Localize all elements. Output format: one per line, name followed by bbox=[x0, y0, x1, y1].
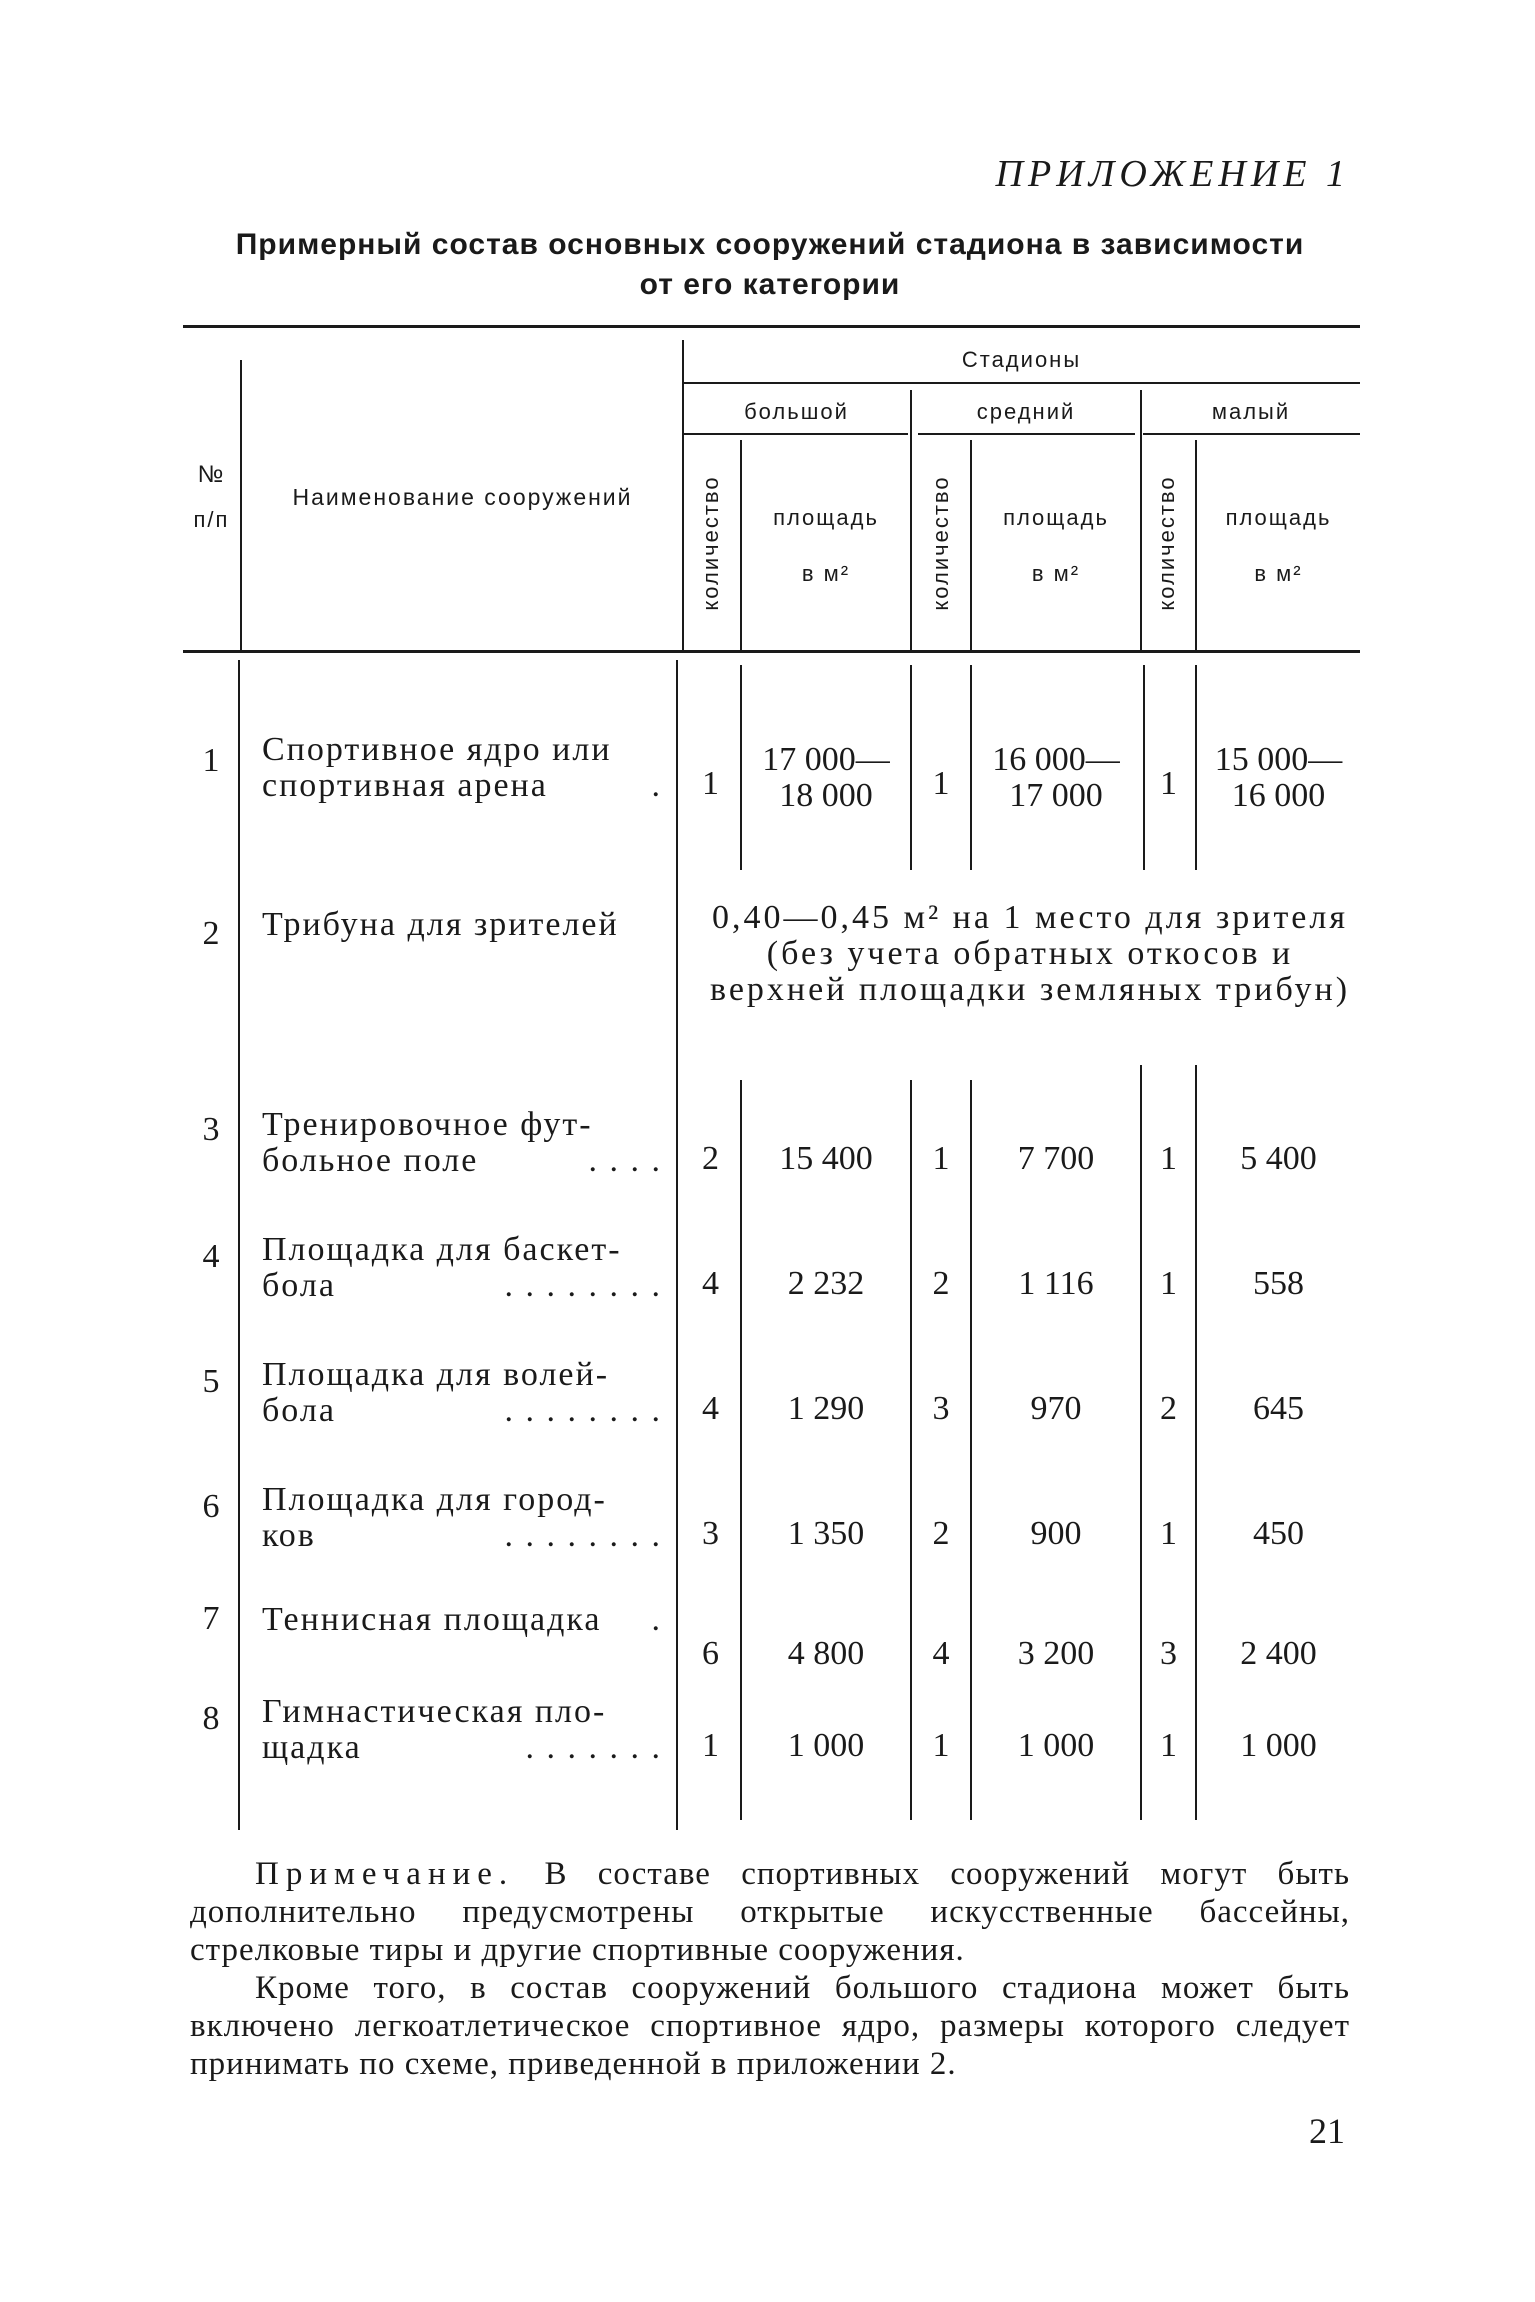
name-col-header: Наименование сооружений bbox=[292, 484, 633, 510]
row-name-line-2 bbox=[262, 1268, 662, 1304]
row-name-line-2-text: ков bbox=[262, 1517, 316, 1554]
note-label: Примечание. bbox=[255, 1856, 515, 1892]
cell-small-count: 1 bbox=[1160, 1140, 1177, 1177]
row-name-line-1: Гимнастическая пло- bbox=[262, 1693, 607, 1730]
row-number: 5 bbox=[202, 1363, 220, 1400]
row-name-line-1: Тренировочное фут- bbox=[262, 1106, 593, 1143]
row-name-leader-dots: . . . . . . . . bbox=[504, 1267, 662, 1304]
cell-big-count: 1 bbox=[702, 765, 719, 802]
row-name-leader-dots: . bbox=[651, 767, 662, 804]
row-number: 1 bbox=[202, 742, 220, 779]
row-name-line-1: Площадка для волей- bbox=[262, 1356, 610, 1393]
row-name bbox=[262, 732, 662, 804]
cell-small-area: 5 400 bbox=[1240, 1140, 1317, 1177]
cell-mid-count: 4 bbox=[932, 1635, 950, 1672]
row-name bbox=[262, 1232, 662, 1304]
row-number: 8 bbox=[202, 1700, 220, 1737]
cell-mid-count: 2 bbox=[932, 1265, 950, 1302]
group-header-mid: средний bbox=[976, 399, 1076, 424]
cell-small-count: 2 bbox=[1160, 1390, 1177, 1427]
row-name-line-1: Спортивное ядро или bbox=[262, 731, 612, 768]
row-name-line-2-text: щадка bbox=[262, 1729, 362, 1766]
row-name bbox=[262, 1107, 662, 1179]
row-name-leader-dots: . . . . . . . bbox=[525, 1729, 662, 1766]
cell-mid-count: 3 bbox=[932, 1390, 950, 1427]
cell-mid-area: 7 700 bbox=[1017, 1140, 1095, 1177]
cell-big-area: 17 000— 18 000 bbox=[762, 741, 890, 814]
page-title bbox=[190, 225, 1350, 305]
page-number: 21 bbox=[1309, 2111, 1345, 2151]
row-name-leader-dots: . . . . . . . . bbox=[504, 1392, 662, 1429]
cell-small-area: 1 000 bbox=[1240, 1727, 1317, 1764]
num-col-header-symbol: № bbox=[197, 461, 226, 488]
row-name-line-2 bbox=[262, 1393, 662, 1429]
row-name-leader-dots: . bbox=[651, 1601, 662, 1638]
cell-big-area: 2 232 bbox=[787, 1265, 865, 1302]
cell-small-count: 1 bbox=[1160, 1265, 1177, 1302]
row-name-leader-dots: . . . . bbox=[588, 1142, 662, 1179]
cell-big-count: 2 bbox=[702, 1140, 719, 1177]
cell-small-area: 2 400 bbox=[1240, 1635, 1317, 1672]
title-line-2: от его категории bbox=[639, 268, 901, 301]
cell-big-count: 6 bbox=[702, 1635, 719, 1672]
cell-small-area: 558 bbox=[1253, 1265, 1304, 1302]
stadiums-header: Стадионы bbox=[961, 347, 1082, 372]
cell-mid-area: 3 200 bbox=[1017, 1635, 1095, 1672]
row-name bbox=[262, 1694, 662, 1766]
cell-mid-count: 1 bbox=[932, 1140, 950, 1177]
row-name-line-2 bbox=[262, 1730, 662, 1766]
row-number: 3 bbox=[202, 1111, 220, 1148]
count-header-big: количество bbox=[698, 475, 723, 611]
cell-big-area: 1 350 bbox=[787, 1515, 865, 1552]
cell-big-area: 1 290 bbox=[787, 1390, 865, 1427]
title-line-1: Примерный состав основных сооружений стадиона в зависимости bbox=[235, 228, 1305, 261]
cell-small-area: 645 bbox=[1253, 1390, 1304, 1427]
cell-big-area: 1 000 bbox=[787, 1727, 865, 1764]
row-name-leader-dots: . . . . . . . . bbox=[504, 1517, 662, 1554]
count-header-small: количество bbox=[1154, 475, 1179, 611]
row-name-line-2-text: спортивная арена bbox=[262, 767, 548, 804]
cell-small-count: 1 bbox=[1160, 1515, 1177, 1552]
row-name bbox=[262, 1602, 662, 1638]
row-name bbox=[262, 1482, 662, 1554]
row-name-line-2 bbox=[262, 768, 662, 804]
cell-mid-area: 970 bbox=[1030, 1390, 1082, 1427]
row-2-span-text: 0,40—0,45 м² на 1 место для зрителя (без учета обратных откосов и верхней площадки земляных трибун) bbox=[709, 899, 1351, 1008]
row-name-line-2-text: бола bbox=[262, 1267, 336, 1304]
cell-small-count: 1 bbox=[1160, 1727, 1177, 1764]
row-number: 7 bbox=[202, 1600, 220, 1637]
cell-big-count: 3 bbox=[702, 1515, 719, 1552]
row-name-line-2-text: бола bbox=[262, 1392, 336, 1429]
row-name-line-2 bbox=[262, 1143, 662, 1179]
cell-mid-area: 1 000 bbox=[1017, 1727, 1095, 1764]
cell-mid-area: 900 bbox=[1030, 1515, 1082, 1552]
row-name bbox=[262, 1357, 662, 1429]
cell-big-area: 15 400 bbox=[779, 1140, 873, 1177]
row-number: 2 bbox=[202, 915, 220, 952]
num-col-header: п/п bbox=[193, 507, 230, 532]
note-paragraph-1 bbox=[190, 1855, 1350, 1969]
group-header-big: большой bbox=[744, 399, 849, 424]
cell-big-area: 4 800 bbox=[787, 1635, 865, 1672]
cell-big-count: 1 bbox=[702, 1727, 719, 1764]
cell-big-count: 4 bbox=[702, 1390, 719, 1427]
cell-mid-area: 16 000— 17 000 bbox=[992, 741, 1120, 814]
row-name-line-1: Площадка для баскет- bbox=[262, 1231, 622, 1268]
appendix-label: ПРИЛОЖЕНИЕ 1 bbox=[995, 153, 1350, 195]
cell-small-count: 3 bbox=[1160, 1635, 1177, 1672]
row-number: 4 bbox=[202, 1238, 220, 1275]
cell-small-area: 450 bbox=[1253, 1515, 1304, 1552]
row-name-line-2 bbox=[262, 1518, 662, 1554]
area-header-big: площадь в м² bbox=[773, 505, 879, 586]
note bbox=[190, 1855, 1350, 2083]
cell-big-count: 4 bbox=[702, 1265, 719, 1302]
cell-mid-count: 2 bbox=[932, 1515, 950, 1552]
cell-small-count: 1 bbox=[1160, 765, 1177, 802]
group-header-small: малый bbox=[1211, 399, 1291, 424]
row-name bbox=[262, 907, 662, 943]
note-paragraph-2: Кроме того, в состав сооружений большого стадиона может быть включено легкоатлетическое спортивное ядро, размеры которого следует принимать по схеме, приведенной в приложении 2. bbox=[190, 1970, 1350, 2082]
row-name-line-1: Теннисная площадка bbox=[262, 1601, 602, 1638]
area-header-mid: площадь в м² bbox=[1003, 505, 1109, 586]
row-number: 6 bbox=[202, 1488, 220, 1525]
count-header-mid: количество bbox=[928, 475, 953, 611]
row-name-line-1: Трибуна для зрителей bbox=[262, 906, 619, 943]
cell-mid-area: 1 116 bbox=[1018, 1265, 1094, 1302]
row-name-line-2-text: больное поле bbox=[262, 1142, 479, 1179]
cell-mid-count: 1 bbox=[932, 1727, 950, 1764]
row-name-line-1: Площадка для город- bbox=[262, 1481, 607, 1518]
note-text-1: В составе спортивных сооружений могут быть дополнительно предусмотрены открытые искусственные бассейны, стрелковые тиры и другие спортивные сооружения. bbox=[190, 1856, 1350, 1968]
cell-mid-count: 1 bbox=[932, 765, 950, 802]
cell-small-area: 15 000— 16 000 bbox=[1214, 741, 1343, 814]
area-header-small: площадь в м² bbox=[1225, 505, 1332, 586]
